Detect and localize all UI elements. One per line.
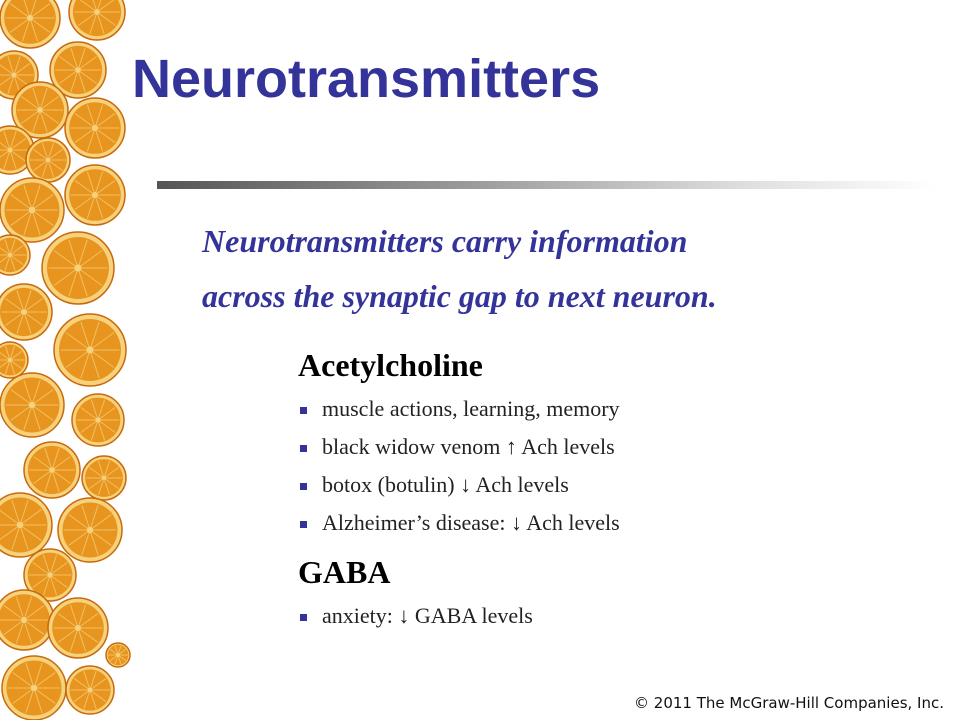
bullet-text: black widow venom ↑ Ach levels [322,434,615,459]
bullet-list-acetylcholine [298,396,620,548]
orange-slice-icon [42,232,114,304]
square-bullet-icon [300,483,307,490]
section-heading-acetylcholine: Acetylcholine [298,347,483,383]
bullet-text: Alzheimer’s disease: ↓ Ach levels [322,510,620,535]
orange-slice-icon [54,314,126,386]
orange-slice-icon [0,178,64,242]
square-bullet-icon [300,407,307,414]
orange-slice-icon [0,0,60,48]
orange-slice-icon [0,284,52,340]
bullet-text: muscle actions, learning, memory [322,396,620,421]
section-heading-gaba: GABA [298,554,391,590]
orange-slice-icon [24,442,80,498]
orange-slice-icon [65,165,125,225]
orange-slice-icon [0,590,54,650]
copyright-notice: © 2011 The McGraw-Hill Companies, Inc. [634,694,944,712]
orange-slice-icon [0,373,64,437]
orange-slice-icon [65,98,125,158]
orange-slice-icon [26,138,70,182]
orange-slice-icon [58,498,122,562]
bullet-text: anxiety: ↓ GABA levels [322,603,533,628]
bullet-item [298,396,620,434]
title-divider [157,181,937,189]
bullet-text: botox (botulin) ↓ Ach levels [322,472,569,497]
square-bullet-icon [300,445,307,452]
bullet-item [298,603,533,641]
bullet-item [298,434,620,472]
lead-line: across the synaptic gap to next neuron. [202,278,717,314]
bullet-item [298,510,620,548]
orange-slice-icon [66,666,114,714]
bullet-list-gaba [298,603,533,641]
lead-line: Neurotransmitters carry information [202,223,688,259]
square-bullet-icon [300,521,307,528]
bullet-item [298,472,620,510]
orange-slice-icon [82,456,126,500]
orange-slice-icon [48,598,108,658]
orange-slice-icon [106,643,130,667]
lead-text [202,214,902,324]
orange-slice-icon [2,656,66,720]
orange-slice-icon [0,493,52,557]
slide-title: Neurotransmitters [132,49,601,109]
square-bullet-icon [300,614,307,621]
orange-slice-icon [0,342,28,378]
orange-slice-icon [69,0,125,40]
orange-slice-icon [72,394,124,446]
